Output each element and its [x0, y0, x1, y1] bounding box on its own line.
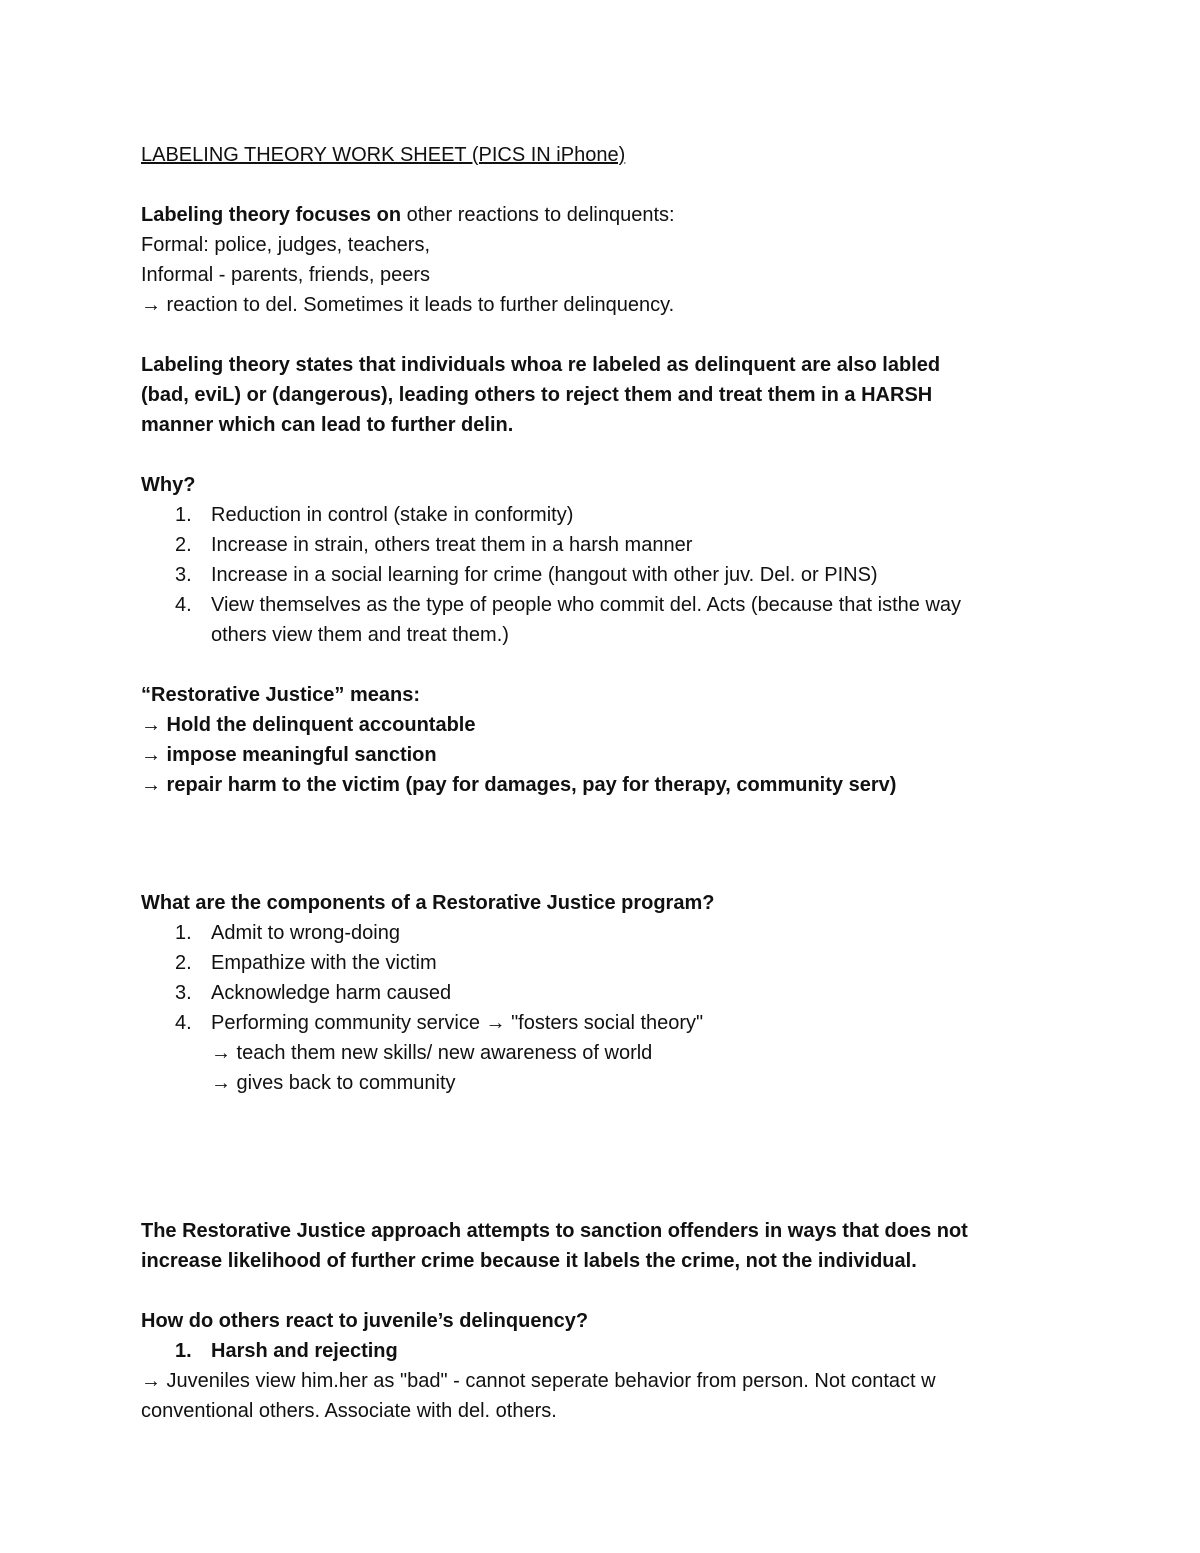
list-text: Increase in a social learning for crime (hangout with other juv. Del. or PINS)	[211, 564, 878, 586]
list-text: Acknowledge harm caused	[211, 982, 452, 1004]
list-number: 2.	[175, 534, 192, 556]
spacer	[141, 650, 1061, 680]
spacer	[141, 320, 1061, 350]
components-heading: What are the components of a Restorative Justice program?	[141, 892, 715, 914]
spacer	[141, 440, 1061, 470]
list-number: 2.	[175, 952, 192, 974]
list-text: Performing community service → "fosters social theory"	[211, 1012, 704, 1034]
list-text: Empathize with the victim	[211, 952, 437, 974]
list-text: Admit to wrong-doing	[211, 922, 400, 944]
list-text-continued: others view them and treat them.)	[211, 624, 509, 646]
react-line-1: → Juveniles view him.her as "bad" - cannot seperate behavior from person. Not contact w	[141, 1370, 936, 1392]
components-sub-2: → gives back to community	[211, 1072, 456, 1094]
list-number: 3.	[175, 564, 192, 586]
list-text: Harsh and rejecting	[211, 1340, 398, 1362]
page-title: LABELING THEORY WORK SHEET (PICS IN iPhone)	[141, 144, 626, 166]
document-page	[141, 140, 1061, 1426]
focus-label: Labeling theory focuses on	[141, 204, 402, 226]
list-number: 4.	[175, 594, 192, 616]
restorative-line-3: → repair harm to the victim (pay for damages, pay for therapy, community serv)	[141, 774, 897, 796]
spacer	[141, 1098, 1061, 1216]
focus-reaction: → reaction to del. Sometimes it leads to further delinquency.	[141, 294, 675, 316]
list-item	[141, 590, 1061, 650]
list-item	[141, 1336, 1061, 1366]
restorative-line-2: → impose meaningful sanction	[141, 744, 437, 766]
list-number: 1.	[175, 922, 192, 944]
list-number: 1.	[175, 1340, 192, 1362]
why-heading: Why?	[141, 474, 196, 496]
spacer	[141, 800, 1061, 888]
react-list	[141, 1336, 1061, 1366]
states-line-3: manner which can lead to further delin.	[141, 414, 514, 436]
restorative-line-1: → Hold the delinquent accountable	[141, 714, 476, 736]
list-text: Increase in strain, others treat them in a harsh manner	[211, 534, 693, 556]
focus-informal: Informal - parents, friends, peers	[141, 264, 431, 286]
list-item	[141, 978, 1061, 1008]
react-line-2: conventional others. Associate with del. others.	[141, 1400, 557, 1422]
states-line-2: (bad, eviL) or (dangerous), leading others to reject them and treat them in a HARSH	[141, 384, 933, 406]
list-number: 4.	[175, 1012, 192, 1034]
list-text: View themselves as the type of people who commit del. Acts (because that isthe way	[211, 594, 962, 616]
list-item	[141, 1008, 1061, 1038]
list-number: 3.	[175, 982, 192, 1004]
list-item	[141, 918, 1061, 948]
approach-line-1: The Restorative Justice approach attempts to sanction offenders in ways that does not	[141, 1220, 968, 1242]
spacer	[141, 170, 1061, 200]
components-sub-1: → teach them new skills/ new awareness of world	[211, 1042, 653, 1064]
states-line-1: Labeling theory states that individuals whoa re labeled as delinquent are also labled	[141, 354, 941, 376]
list-number: 1.	[175, 504, 192, 526]
react-heading: How do others react to juvenile’s delinquency?	[141, 1310, 589, 1332]
focus-formal: Formal: police, judges, teachers,	[141, 234, 431, 256]
spacer	[141, 1276, 1061, 1306]
components-list	[141, 918, 1061, 1038]
list-item	[141, 530, 1061, 560]
list-item	[141, 500, 1061, 530]
why-list	[141, 500, 1061, 650]
approach-line-2: increase likelihood of further crime because it labels the crime, not the individual.	[141, 1250, 917, 1272]
list-text: Reduction in control (stake in conformity)	[211, 504, 574, 526]
list-item	[141, 948, 1061, 978]
list-item	[141, 560, 1061, 590]
focus-text: other reactions to delinquents:	[401, 204, 675, 226]
restorative-heading: “Restorative Justice” means:	[141, 684, 421, 706]
focus-line	[141, 200, 1061, 230]
